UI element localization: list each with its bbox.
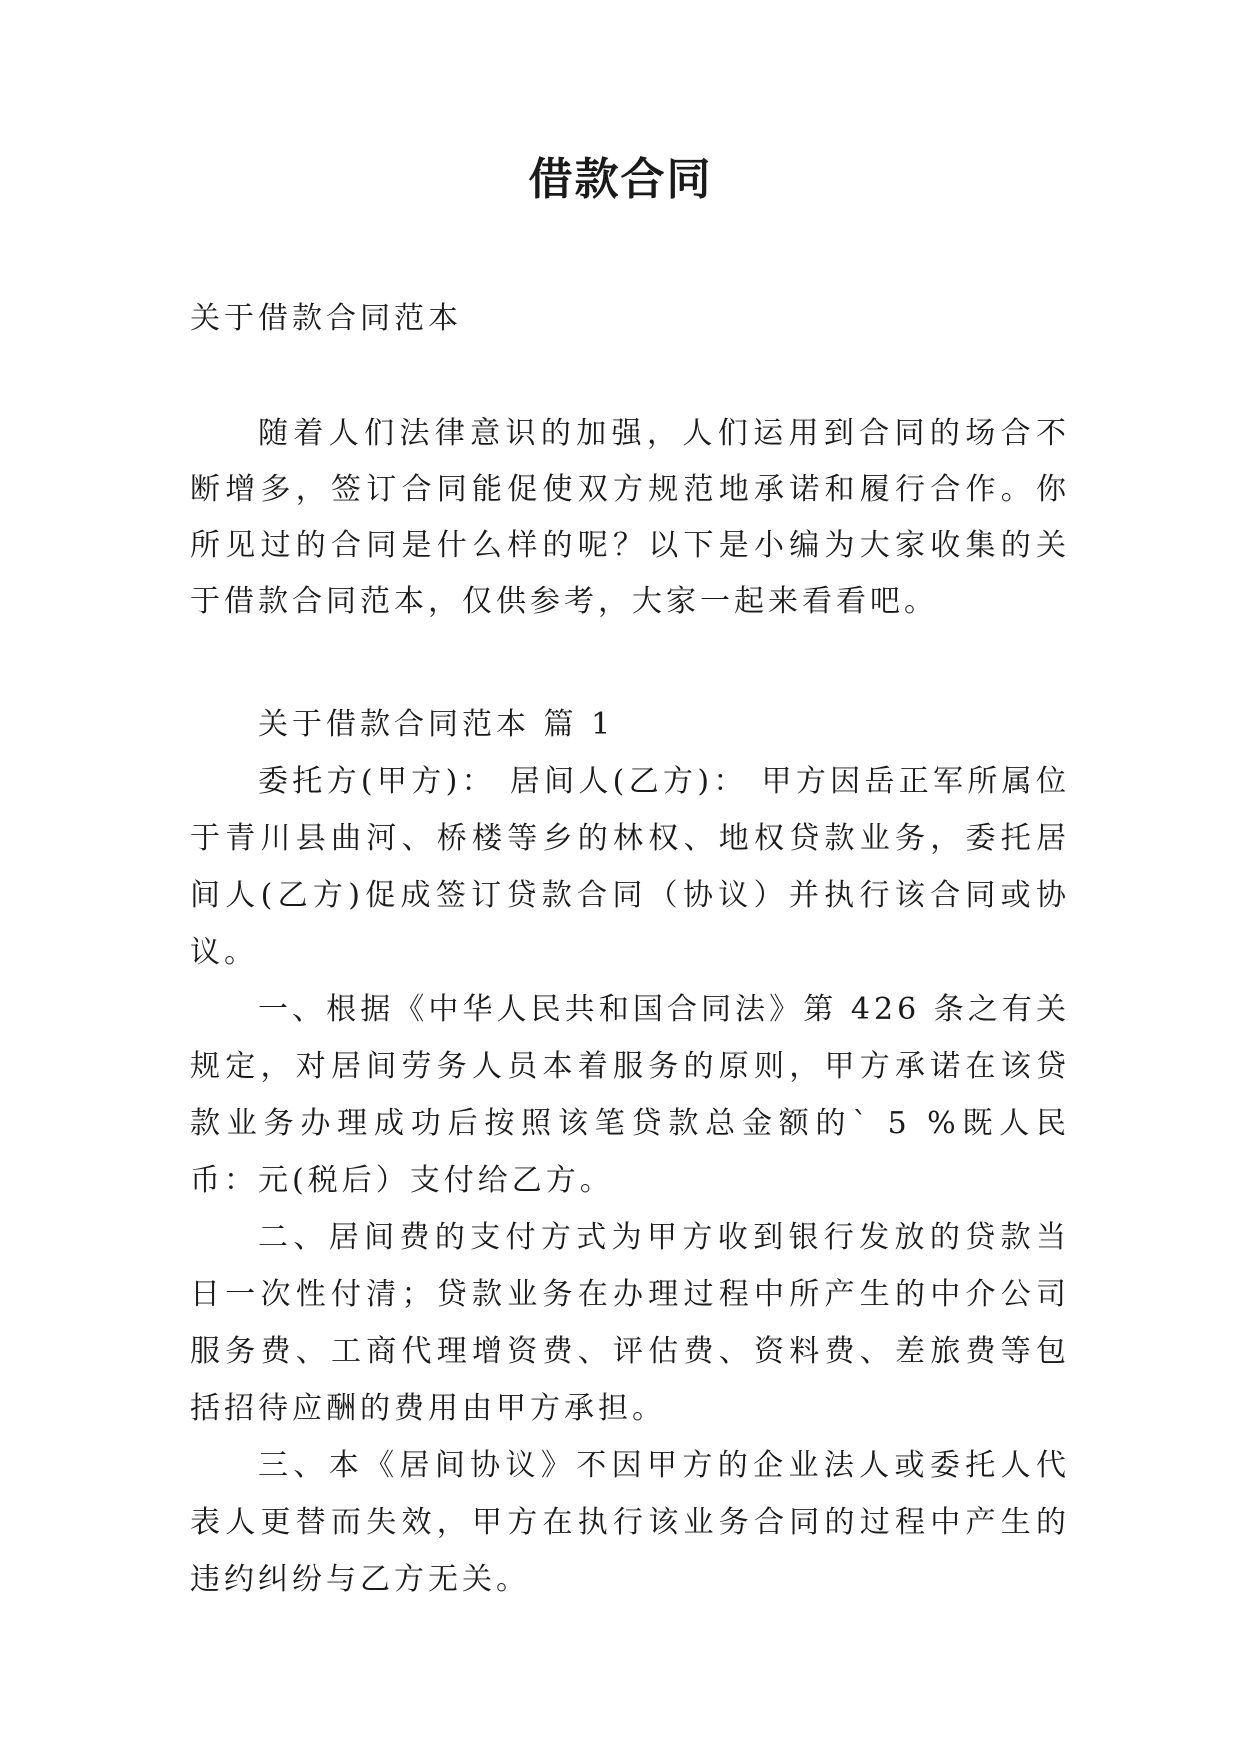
contract-article <box>190 696 1070 1608</box>
document-subtitle: 关于借款合同范本 <box>190 301 462 336</box>
clause-one: 一、根据《中华人民共和国合同法》第 426 条之有关规定，对居间劳务人员本着服务的原则，甲方承诺在该贷款业务办理成功后按照该笔贷款总金额的` 5 %既人民币：元(税后）支付给乙方。 <box>190 992 1070 1198</box>
clause-parties: 委托方(甲方)： 居间人(乙方)： 甲方因岳正军所属位于青川县曲河、桥楼等乡的林权、地权贷款业务，委托居间人(乙方)促成签订贷款合同（协议）并执行该合同或协议。 <box>190 764 1070 970</box>
clause-three: 三、本《居间协议》不因甲方的企业法人或委托人代表人更替而失效，甲方在执行该业务合同的过程中产生的违约纠纷与乙方无关。 <box>190 1448 1070 1597</box>
document-title: 借款合同 <box>528 154 713 205</box>
clause-two: 二、居间费的支付方式为甲方收到银行发放的贷款当日一次性付清；贷款业务在办理过程中所产生的中介公司服务费、工商代理增资费、评估费、资料费、差旅费等包括招待应酬的费用由甲方承担。 <box>190 1220 1070 1426</box>
section-heading: 关于借款合同范本 篇 1 <box>258 707 615 742</box>
intro-paragraph: 随着人们法律意识的加强，人们运用到合同的场合不断增多，签订合同能促使双方规范地承诺和履行合作。你所见过的合同是什么样的呢？以下是小编为大家收集的关于借款合同范本，仅供参考，大家一起来看看吧。 <box>190 416 1070 619</box>
